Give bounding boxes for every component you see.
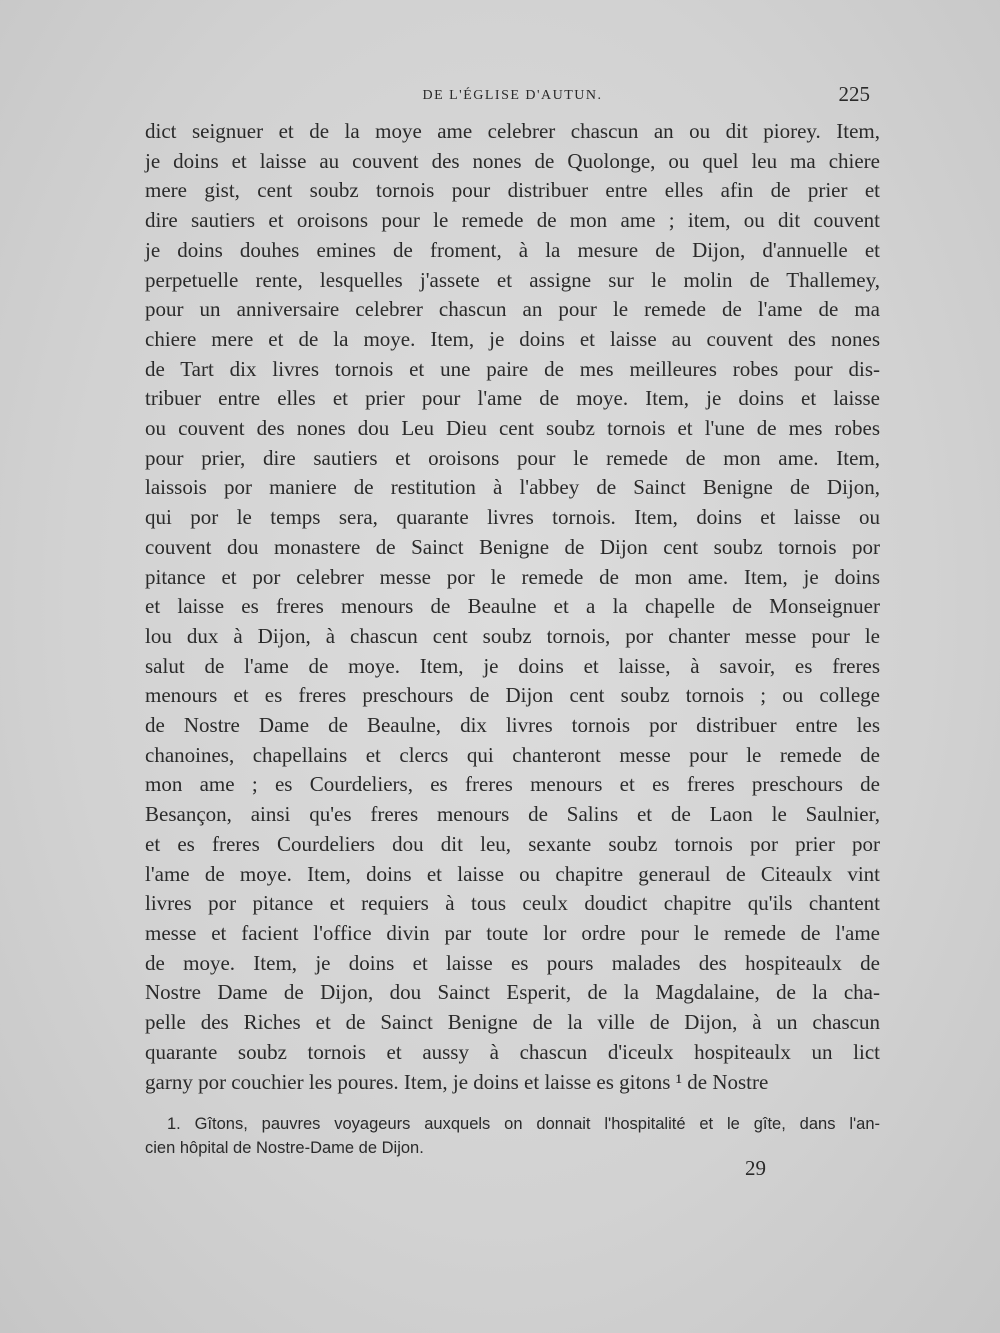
body-line: qui por le temps sera, quarante livres tornois. Item, doins et laisse ou [145,505,880,530]
body-line: laissois por maniere de restitution à l'abbey de Sainct Benigne de Dijon, [145,475,880,500]
body-line: lou dux à Dijon, à chascun cent soubz tornois, por chanter messe pour le [145,623,880,648]
body-line: de Tart dix livres tornois et une paire de mes meilleures robes pour dis- [145,356,880,381]
body-line: de Nostre Dame de Beaulne, dix livres tornois por distribuer entre les [145,713,880,738]
body-line: perpetuelle rente, lesquelles j'assete et assigne sur le molin de Thallemey, [145,267,880,292]
running-title: DE L'ÉGLISE D'AUTUN. [422,88,603,103]
body-line: chiere mere et de la moye. Item, je doins et laisse au couvent des nones [145,326,880,351]
body-line: et laisse es freres menours de Beaulne et a la chapelle de Monseignuer [145,594,880,619]
footnote-line: cien hôpital de Nostre-Dame de Dijon. [145,1139,424,1157]
body-line: Nostre Dame de Dijon, dou Sainct Esperit, de la Magdalaine, de la cha- [145,980,880,1005]
body-line: messe et facient l'office divin par toute lor ordre pour le remede de l'ame [145,920,880,945]
footnote [145,1112,880,1160]
body-line: et es freres Courdeliers dou dit leu, sexante soubz tornois por prier por [145,831,880,856]
body-line: livres por pitance et requiers à tous ceulx doudict chapitre qu'ils chantent [145,891,880,916]
running-head [145,82,880,112]
body-line: je doins douhes emines de froment, à la mesure de Dijon, d'annuelle et [145,237,880,262]
body-line: de moye. Item, je doins et laisse es pours malades des hospiteaulx de [145,950,880,975]
body-line: Besançon, ainsi qu'es freres menours de Salins et de Laon le Saulnier, [145,802,880,827]
body-line: mon ame ; es Courdeliers, es freres menours et es freres preschours de [145,772,880,797]
page-number: 225 [838,82,870,106]
signature-mark: 29 [745,1156,766,1180]
body-line: pitance et por celebrer messe por le remede de mon ame. Item, je doins [145,564,880,589]
body-line: chanoines, chapellains et clercs qui chanteront messe pour le remede de [145,742,880,767]
body-line: garny por couchier les poures. Item, je doins et laisse es gitons ¹ de Nostre [145,1069,769,1094]
body-line: tribuer entre elles et prier pour l'ame de moye. Item, je doins et laisse [145,386,880,411]
body-line: pour prier, dire sautiers et oroisons pour le remede de mon ame. Item, [145,445,880,470]
body-line: mere gist, cent soubz tornois pour distribuer entre elles afin de prier et [145,178,880,203]
body-line: je doins et laisse au couvent des nones de Quolonge, ou quel leu ma chiere [145,148,880,173]
body-line: quarante soubz tornois et aussy à chascun d'iceulx hospiteaulx un lict [145,1039,880,1064]
footnote-line: 1. Gîtons, pauvres voyageurs auxquels on donnait l'hospitalité et le gîte, dans l'an- [167,1115,880,1133]
body-text [145,117,880,1097]
body-line: l'ame de moye. Item, doins et laisse ou chapitre generaul de Citeaulx vint [145,861,880,886]
body-line: dire sautiers et oroisons pour le remede de mon ame ; item, ou dit couvent [145,208,880,233]
body-line: ou couvent des nones dou Leu Dieu cent soubz tornois et l'une de mes robes [145,416,880,441]
body-line: pelle des Riches et de Sainct Benigne de la ville de Dijon, à un chascun [145,1010,880,1035]
body-line: pour un anniversaire celebrer chascun an pour le remede de l'ame de ma [145,297,880,322]
body-line: couvent dou monastere de Sainct Benigne de Dijon cent soubz tornois por [145,534,880,559]
body-line: salut de l'ame de moye. Item, je doins et laisse, à savoir, es freres [145,653,880,678]
body-line: dict seignuer et de la moye ame celebrer chascun an ou dit piorey. Item, [145,119,880,143]
body-line: menours et es freres preschours de Dijon cent soubz tornois ; ou college [145,683,880,708]
